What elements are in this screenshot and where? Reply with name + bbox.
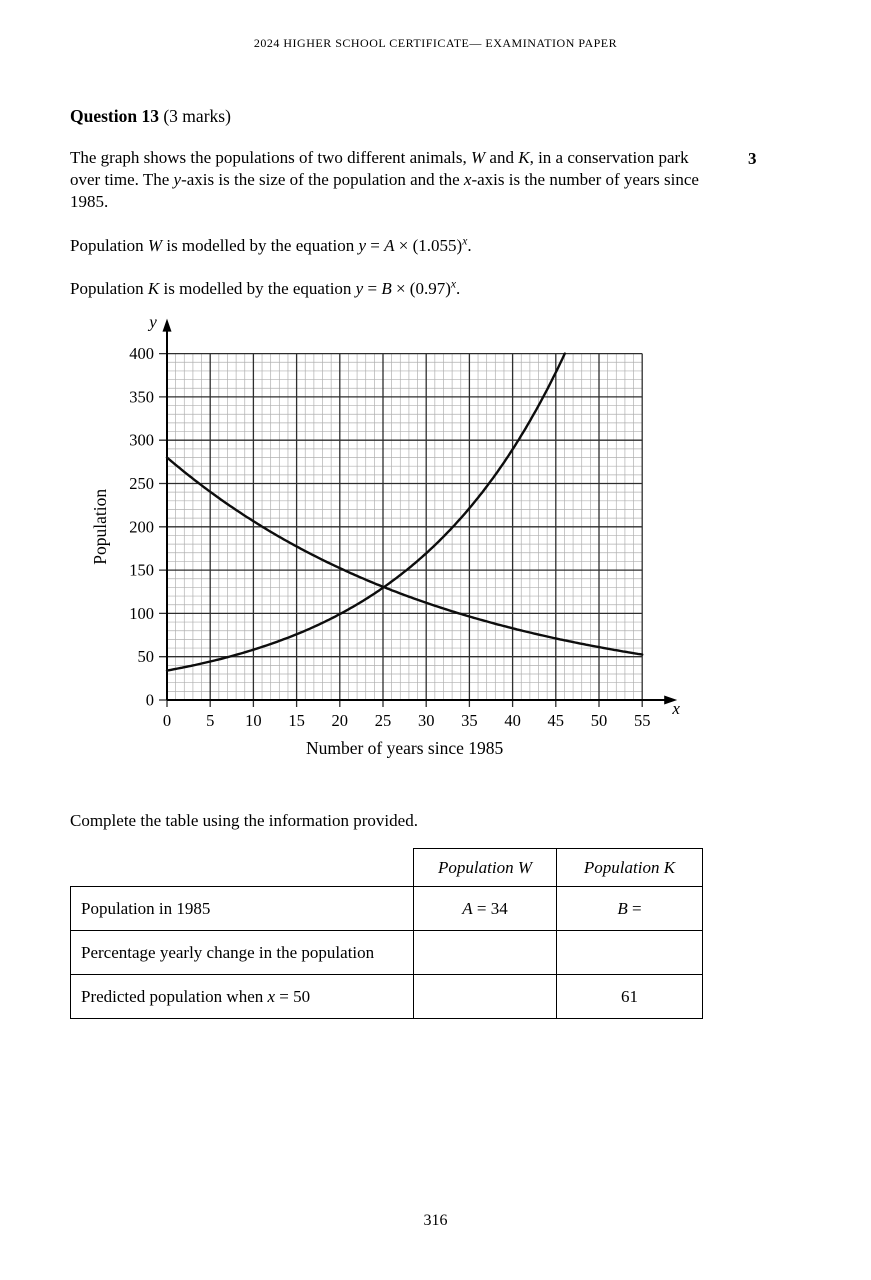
y-axis-title: Population	[90, 488, 110, 565]
y-tick-label: 50	[137, 647, 154, 667]
curve-population-k	[167, 458, 642, 655]
cell-w-percentage-change	[414, 931, 557, 975]
row-label-predicted-x50: Predicted population when x = 50	[71, 975, 414, 1019]
y-tick-label: 200	[129, 517, 154, 537]
question-title: Question 13 (3 marks)	[70, 106, 231, 126]
question-intro-paragraph: The graph shows the populations of two different animals, W and K, in a conservation park over time. The y-axis is the size of the population and the x-axis is the number of years since 1985.	[70, 148, 699, 211]
x-tick-label: 20	[331, 711, 349, 730]
marks-value: 3	[748, 149, 757, 168]
table-header-empty-cell	[71, 849, 414, 887]
page-header: 2024 HIGHER SCHOOL CERTIFICATE— EXAMINATION PAPER	[253, 36, 618, 50]
x-tick-label: 0	[162, 711, 172, 730]
x-tick-label: 25	[374, 711, 392, 730]
cell-k-percentage-change	[557, 931, 703, 975]
x-tick-label: 35	[461, 711, 478, 730]
population-graph-container	[90, 314, 702, 771]
x-tick-label: 15	[288, 711, 305, 730]
x-tick-label: 55	[633, 711, 651, 730]
table-instruction: Complete the table using the information provided.	[70, 811, 418, 830]
cell-k-predicted-x50: 61	[557, 975, 703, 1019]
table-header-population-k: Population K	[557, 849, 703, 887]
y-tick-label: 0	[145, 690, 154, 710]
x-tick-label: 45	[547, 711, 565, 730]
y-tick-label: 250	[129, 474, 154, 493]
x-tick-label: 10	[245, 711, 262, 730]
table-row	[71, 887, 703, 931]
x-axis-letter: x	[672, 699, 680, 718]
y-tick-label: 300	[129, 430, 154, 450]
x-tick-label: 50	[590, 711, 608, 730]
table-row	[71, 975, 703, 1019]
cell-w-predicted-x50	[414, 975, 557, 1019]
y-tick-label: 350	[129, 387, 154, 407]
x-axis-title: Number of years since 1985	[305, 738, 504, 758]
population-graph	[90, 314, 690, 766]
y-tick-label: 100	[129, 603, 154, 623]
table-header-row	[71, 849, 703, 887]
x-tick-label: 5	[206, 711, 215, 730]
page-number: 316	[423, 1212, 448, 1229]
cell-k-population-1985: B =	[557, 887, 703, 931]
x-tick-label: 40	[504, 711, 521, 730]
y-axis-arrow-icon	[163, 319, 172, 332]
table-row	[71, 931, 703, 975]
equation-population-k: Population K is modelled by the equation $y = B \times (0.97)^x$.	[70, 277, 461, 298]
y-tick-label: 150	[129, 560, 154, 580]
x-tick-label: 30	[417, 711, 435, 730]
question-content	[70, 106, 702, 1019]
cell-w-population-1985: A = 34	[414, 887, 557, 931]
y-tick-label: 400	[129, 344, 154, 364]
equation-population-w: Population W is modelled by the equation $y = A \times (1.055)^x$.	[70, 234, 472, 255]
table-header-population-w: Population W	[414, 849, 557, 887]
row-label-percentage-change: Percentage yearly change in the population	[71, 931, 414, 975]
row-label-population-1985: Population in 1985	[71, 887, 414, 931]
completion-table	[70, 848, 703, 1019]
y-axis-letter: y	[149, 314, 157, 332]
